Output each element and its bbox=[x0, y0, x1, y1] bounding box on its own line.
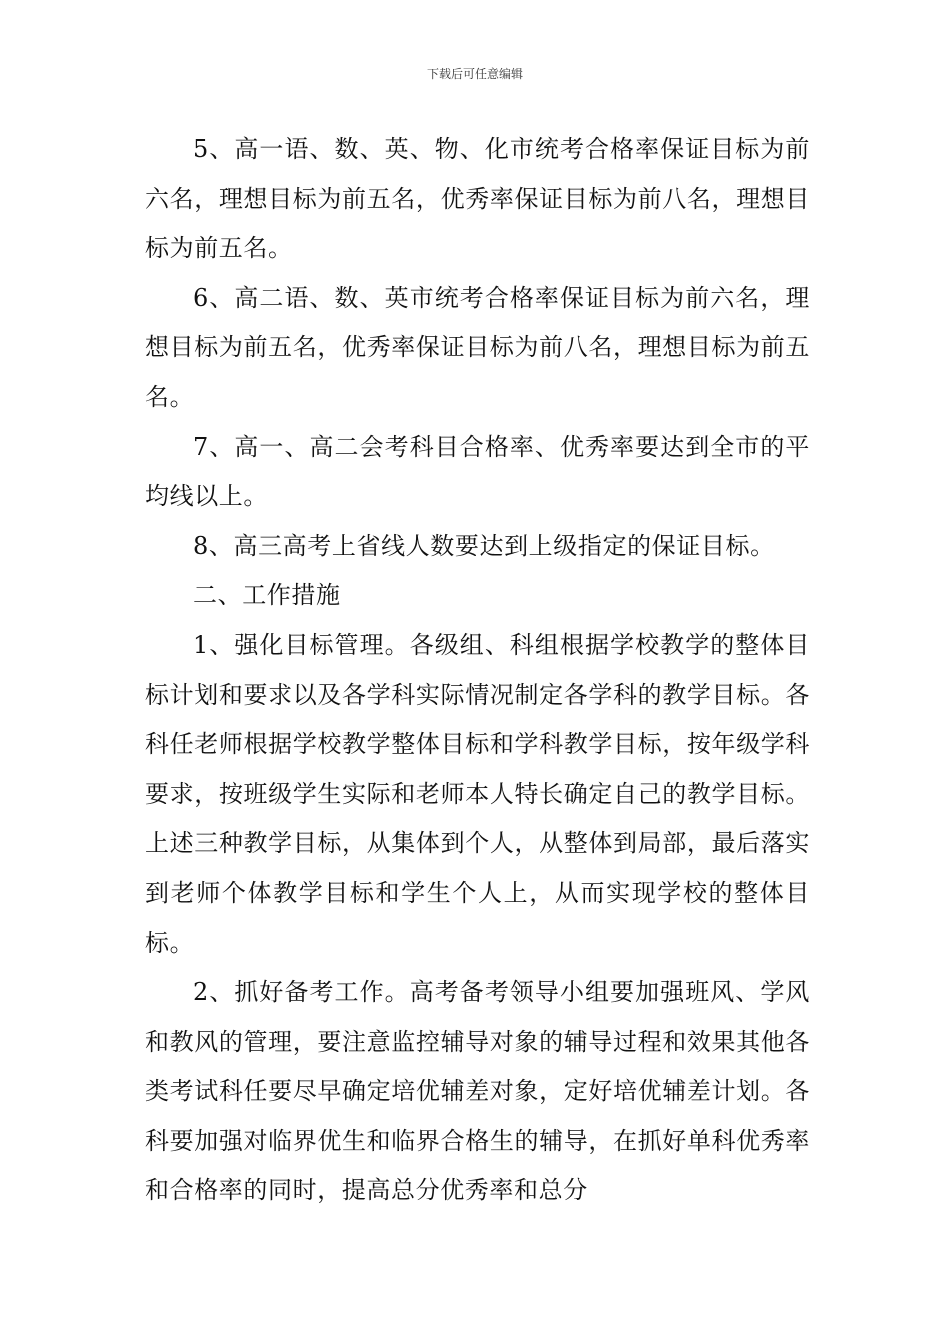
document-body bbox=[145, 125, 810, 1216]
paragraph-measure-1: 1、强化目标管理。各级组、科组根据学校教学的整体目标计划和要求以及各学科实际情况制定各学科的教学目标。各科任老师根据学校教学整体目标和学科教学目标，按年级学科要求，按班级学生实际和老师本人特长确定自己的教学目标。上述三种教学目标，从集体到个人，从整体到局部，最后落实到老师个体教学目标和学生个人上，从而实现学校的整体目标。 bbox=[145, 630, 810, 957]
paragraph-measure-2: 2、抓好备考工作。高考备考领导小组要加强班风、学风和教风的管理，要注意监控辅导对象的辅导过程和效果其他各类考试科任要尽早确定培优辅差对象，定好培优辅差计划。各科要加强对临界优生和临界合格生的辅导，在抓好单科优秀率和合格率的同时，提高总分优秀率和总分 bbox=[145, 978, 810, 1205]
paragraph-item-8: 8、高三高考上省线人数要达到上级指定的保证目标。 bbox=[193, 531, 775, 560]
section-heading-work-measures: 二、工作措施 bbox=[193, 581, 341, 610]
paragraph-item-6: 6、高二语、数、英市统考合格率保证目标为前六名，理想目标为前五名，优秀率保证目标为前八名，理想目标为前五名。 bbox=[145, 283, 810, 411]
paragraph-item-7: 7、高一、高二会考科目合格率、优秀率要达到全市的平均线以上。 bbox=[145, 432, 810, 511]
page-header: 下载后可任意编辑 bbox=[426, 67, 523, 81]
paragraph-item-5: 5、高一语、数、英、物、化市统考合格率保证目标为前六名，理想目标为前五名，优秀率保证目标为前八名，理想目标为前五名。 bbox=[145, 135, 810, 263]
